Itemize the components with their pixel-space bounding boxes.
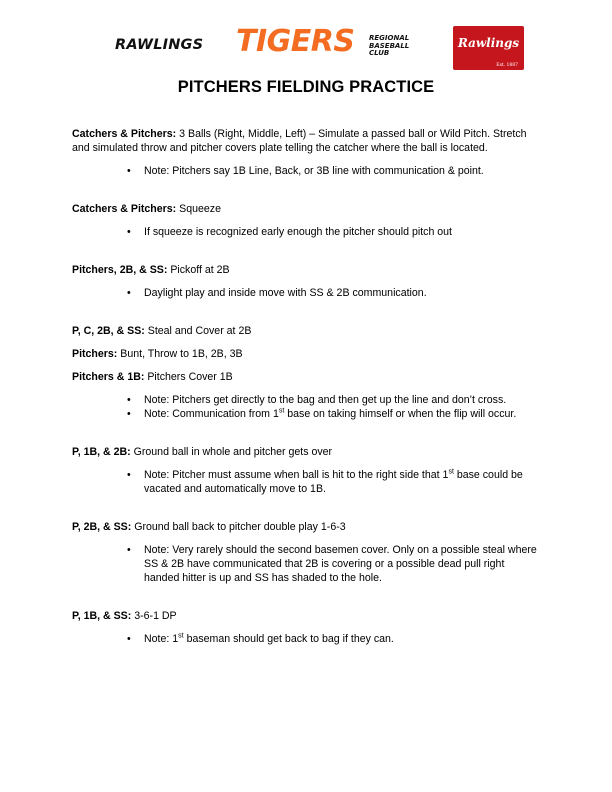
drill-description: Bunt, Throw to 1B, 2B, 3B	[117, 348, 243, 360]
drill-description: Pickoff at 2B	[167, 264, 230, 276]
drill-roles: P, C, 2B, & SS:	[72, 325, 145, 337]
badge-script: Rawlings	[457, 36, 520, 50]
brand-rawlings-wordmark: RAWLINGS	[115, 37, 204, 53]
drill-description: Squeeze	[176, 203, 221, 215]
note-item: • Note: Pitchers say 1B Line, Back, or 3B line with communication & point.	[72, 164, 540, 178]
drill-section	[72, 324, 540, 338]
drill-heading	[72, 263, 540, 277]
drill-heading	[72, 324, 540, 338]
note-list	[72, 286, 540, 300]
note-list	[72, 393, 540, 421]
drill-roles: Catchers & Pitchers:	[72, 203, 177, 215]
drill-heading	[72, 370, 540, 384]
drill-section	[72, 520, 540, 585]
note-list	[72, 468, 540, 496]
drill-section	[72, 347, 540, 361]
drill-heading	[72, 127, 540, 155]
note-list	[72, 164, 540, 178]
drill-roles: Pitchers, 2B, & SS:	[72, 264, 168, 276]
drill-description: 3 Balls (Right, Middle, Left) – Simulate a passed ball or Wild Pitch. Stretch and simulated throw and pitcher covers plate telling the catcher where the ball is located.	[72, 128, 527, 154]
note-list	[72, 632, 540, 646]
note-item: • If squeeze is recognized early enough the pitcher should pitch out	[72, 225, 540, 239]
drill-roles: Pitchers:	[72, 348, 118, 360]
badge-est: Est. 1887	[496, 63, 518, 68]
drill-roles: P, 2B, & SS:	[72, 521, 132, 533]
drill-description: Ground ball back to pitcher double play 1-6-3	[131, 521, 346, 533]
club-line: CLUB	[369, 49, 390, 57]
note-item: • Daylight play and inside move with SS & 2B communication.	[72, 286, 540, 300]
note-item: • Note: 1st baseman should get back to bag if they can.	[72, 632, 540, 646]
club-line: REGIONAL	[369, 34, 410, 42]
note-item: • Note: Pitcher must assume when ball is hit to the right side that 1st base could be vacated and automatically move to 1B.	[72, 468, 540, 496]
drill-description: Pitchers Cover 1B	[144, 371, 233, 383]
drill-section	[72, 445, 540, 496]
note-item: • Note: Very rarely should the second basemen cover. Only on a possible steal where SS & 2B have communicated that 2B is covering or a possible dead pull right handed hitter is up and SS has shaded to the hole.	[72, 543, 540, 585]
drill-section	[72, 609, 540, 646]
drill-description: Ground ball in whole and pitcher gets over	[130, 446, 333, 458]
rawlings-logo-badge	[453, 26, 524, 70]
note-item: • Note: Pitchers get directly to the bag and then get up the line and don’t cross.	[72, 393, 540, 407]
drill-roles: Pitchers & 1B:	[72, 371, 145, 383]
drill-section	[72, 202, 540, 239]
drill-roles: P, 1B, & 2B:	[72, 446, 131, 458]
note-item: • Note: Communication from 1st base on taking himself or when the flip will occur.	[72, 407, 540, 421]
note-list	[72, 543, 540, 585]
page-title: PITCHERS FIELDING PRACTICE	[177, 78, 435, 96]
drill-section	[72, 263, 540, 300]
drill-heading	[72, 520, 540, 534]
note-list	[72, 225, 540, 239]
drill-heading	[72, 202, 540, 216]
drill-heading	[72, 609, 540, 623]
drill-roles: P, 1B, & SS:	[72, 610, 132, 622]
drill-section	[72, 127, 540, 178]
header	[0, 22, 612, 82]
drill-heading	[72, 445, 540, 459]
drill-description: Steal and Cover at 2B	[144, 325, 252, 337]
brand-tigers-wordmark: TIGERS	[236, 24, 355, 59]
drill-heading	[72, 347, 540, 361]
drill-roles: Catchers & Pitchers:	[72, 128, 177, 140]
drill-description: 3-6-1 DP	[131, 610, 177, 622]
drill-section	[72, 370, 540, 421]
brand-club-text	[369, 35, 409, 58]
club-line: BASEBALL	[369, 41, 410, 50]
drill-list	[72, 127, 540, 646]
